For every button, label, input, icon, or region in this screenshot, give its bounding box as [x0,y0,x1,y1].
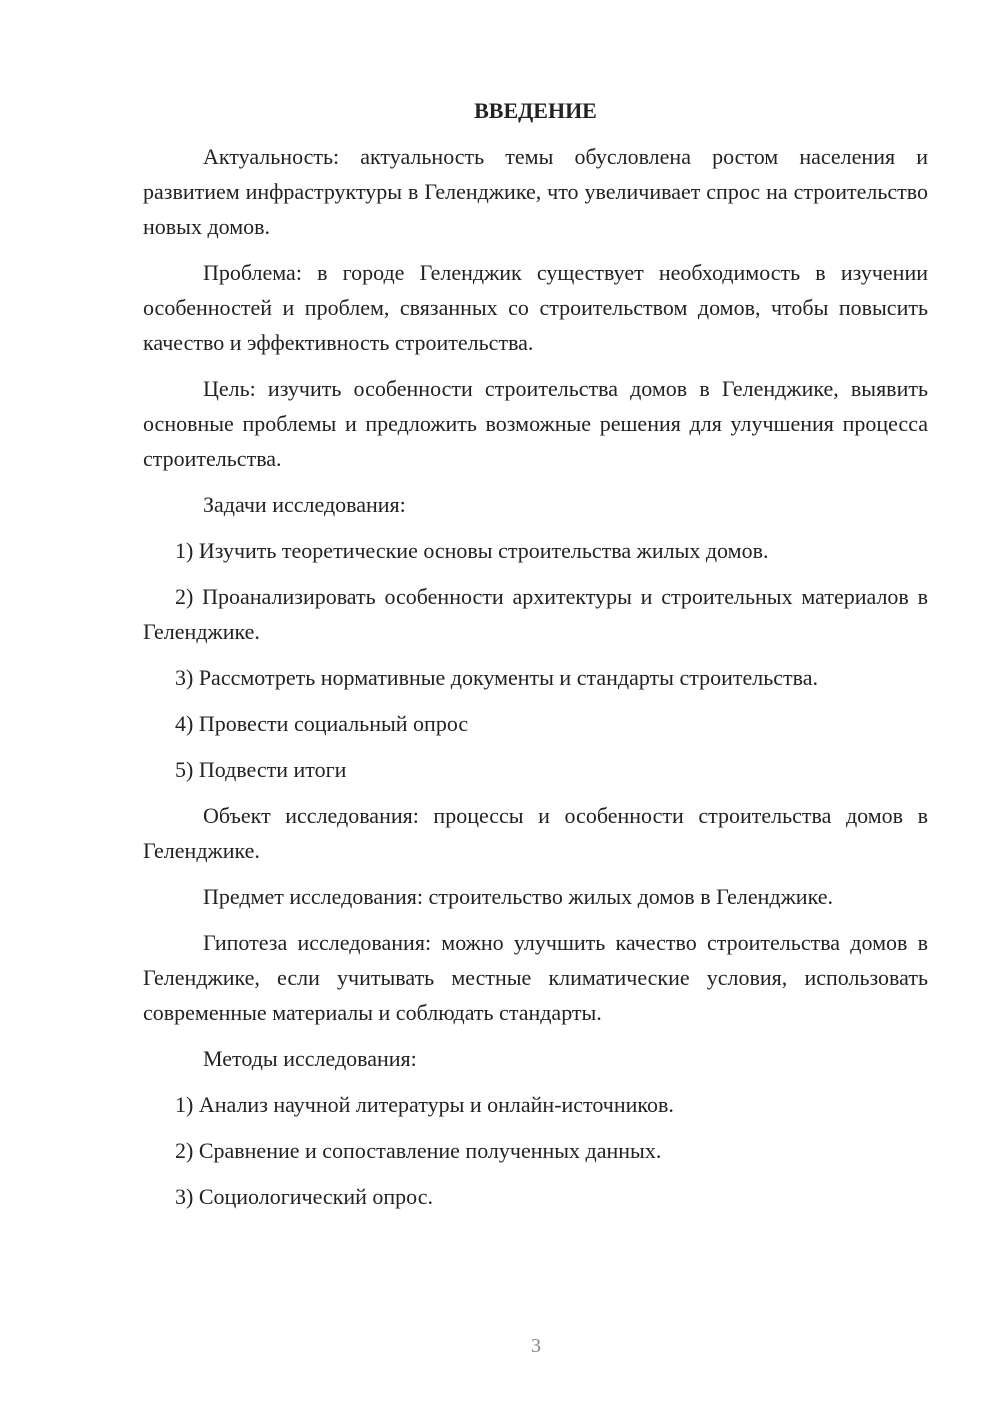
task-item-2: 2) Проанализировать особенности архитектуры и строительных материалов в Геленджике. [143,584,928,644]
methods-heading: Методы исследования: [203,1046,417,1071]
task-item-5: 5) Подвести итоги [175,757,347,782]
task-item-1: 1) Изучить теоретические основы строительства жилых домов. [175,538,769,563]
page-title: ВВЕДЕНИЕ [474,98,597,123]
method-item-2: 2) Сравнение и сопоставление полученных данных. [175,1138,662,1163]
paragraph-goal: Цель: изучить особенности строительства домов в Геленджике, выявить основные проблемы и предложить возможные решения для улучшения процесса строительства. [143,376,928,471]
paragraph-hypothesis: Гипотеза исследования: можно улучшить качество строительства домов в Геленджике, если учитывать местные климатические условия, использовать современные материалы и соблюдать стандарты. [143,930,928,1025]
task-item-4: 4) Провести социальный опрос [175,711,469,736]
task-item-3: 3) Рассмотреть нормативные документы и стандарты строительства. [175,665,818,690]
page-content [143,93,928,1225]
paragraph-problem: Проблема: в городе Геленджик существует необходимость в изучении особенностей и проблем, связанных со строительством домов, чтобы повысить качество и эффективность строительства. [143,260,928,355]
paragraph-object: Объект исследования: процессы и особенности строительства домов в Геленджике. [143,803,928,863]
method-item-1: 1) Анализ научной литературы и онлайн-источников. [175,1092,674,1117]
paragraph-relevance: Актуальность: актуальность темы обусловлена ростом населения и развитием инфраструктуры в Геленджике, что увеличивает спрос на строительство новых домов. [143,144,928,239]
paragraph-subject: Предмет исследования: строительство жилых домов в Геленджике. [203,884,833,909]
page-number: 3 [531,1335,541,1357]
tasks-heading: Задачи исследования: [203,492,406,517]
method-item-3: 3) Социологический опрос. [175,1184,433,1209]
